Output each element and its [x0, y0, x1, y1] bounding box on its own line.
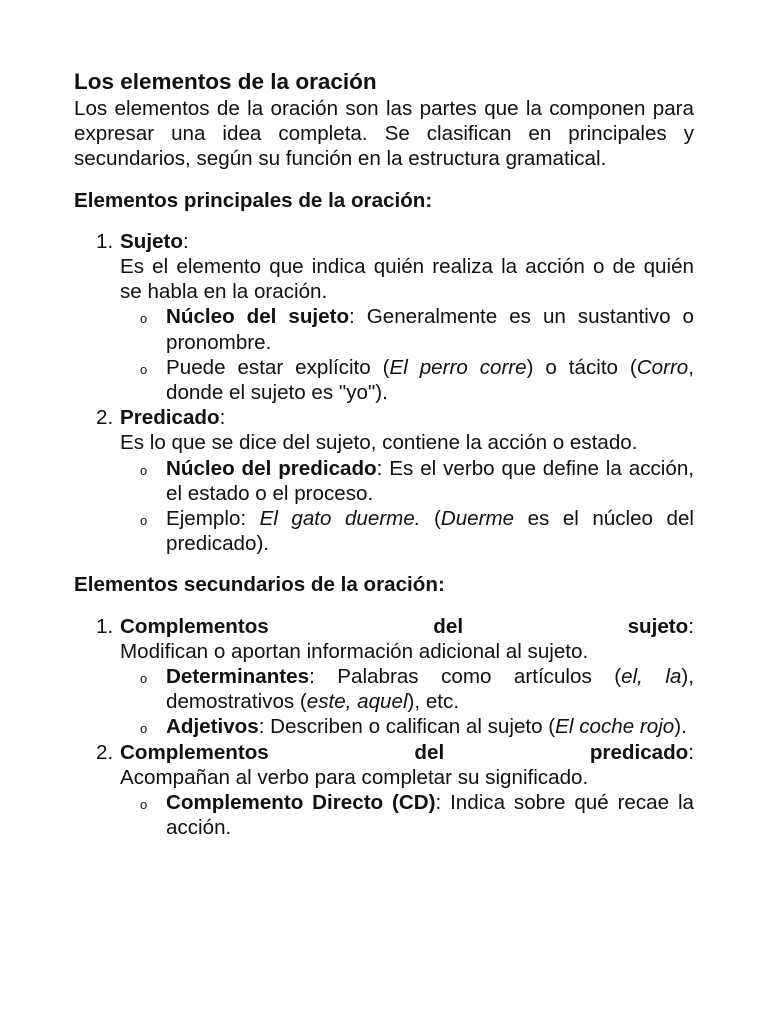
item-number: 2.: [96, 406, 114, 430]
item-heading: [120, 405, 694, 430]
sub-item-term: Adjetivos: [166, 715, 259, 739]
item-description: Acompañan al verbo para completar su significado.: [120, 765, 589, 789]
item-number: 1.: [96, 614, 114, 638]
sub-item-example: El perro corre: [389, 355, 527, 379]
sub-list: [120, 304, 694, 405]
sub-item-text: Puede estar explícito (: [166, 355, 390, 379]
sub-item-text: (: [420, 507, 441, 531]
document-title: Los elementos de la oración: [74, 69, 377, 94]
sub-item-text: ).: [674, 715, 687, 739]
sub-item-example: Duerme: [440, 507, 515, 531]
sub-item: [120, 355, 694, 405]
bullet-icon: o: [140, 797, 148, 813]
sub-item: [120, 714, 694, 739]
list-item-complementos-predicado: [74, 740, 694, 841]
item-term: Sujeto: [120, 229, 183, 253]
sub-item-example: Corro: [636, 355, 689, 379]
sub-list: [120, 456, 694, 557]
sub-item-term: Núcleo del predicado: [166, 456, 377, 480]
secondary-heading: Elementos secundarios de la oración:: [74, 573, 445, 597]
item-number: 2.: [96, 740, 114, 764]
sub-item-text: Ejemplo:: [166, 507, 260, 531]
item-description: Es lo que se dice del sujeto, contiene la acción o estado.: [120, 431, 638, 455]
sub-item-example: el, la: [621, 665, 682, 689]
sub-item-text: : Generalmente es un sustantivo o pronombre.: [166, 305, 694, 354]
bullet-icon: o: [140, 721, 148, 737]
bullet-icon: o: [140, 671, 148, 687]
bullet-icon: o: [140, 462, 148, 478]
sub-item-example: este, aquel: [306, 690, 408, 714]
sub-list: [120, 664, 694, 740]
sub-item-text: ), etc.: [407, 690, 460, 714]
item-term-word: Complementos: [120, 740, 269, 764]
sub-item-term: Núcleo del sujeto: [166, 305, 350, 329]
sub-item-text: ) o tácito (: [526, 355, 637, 379]
list-item-sujeto: [74, 229, 694, 405]
item-term-word: del: [414, 740, 445, 764]
sub-item-text: : Indica sobre qué recae la acción.: [166, 791, 694, 840]
list-item-complementos-sujeto: [74, 614, 694, 740]
bullet-icon: o: [140, 513, 148, 529]
sub-item-term: Determinantes: [166, 665, 310, 689]
item-term-word: sujeto: [627, 614, 689, 638]
list-item-predicado: [74, 405, 694, 556]
sub-item: [120, 790, 694, 840]
sub-item-text: : Describen o califican al sujeto (: [258, 715, 556, 739]
sub-item-text: : Es el verbo que define la acción, el estado o el proceso.: [166, 456, 694, 505]
item-colon: :: [219, 406, 226, 430]
sub-list: [120, 790, 694, 840]
item-colon: :: [688, 740, 694, 764]
sub-item: [120, 304, 694, 354]
sub-item-text: es el núcleo del predicado).: [166, 507, 694, 556]
sub-item-term: Complemento Directo (CD): [166, 791, 436, 815]
sub-item-text: : Palabras como artículos (: [309, 665, 622, 689]
item-description: Modifican o aportan información adicional al sujeto.: [120, 639, 589, 663]
sub-item-example: El coche rojo: [555, 715, 675, 739]
item-term-word: del: [433, 614, 464, 638]
item-heading: [120, 740, 694, 765]
item-heading: [120, 229, 694, 254]
item-term: Predicado: [120, 406, 220, 430]
bullet-icon: o: [140, 311, 148, 327]
sub-item: [120, 506, 694, 556]
item-colon: :: [688, 614, 694, 638]
item-description: Es el elemento que indica quién realiza la acción o de quién se habla en la oración.: [120, 255, 694, 304]
sub-item: [120, 456, 694, 506]
sub-item-text: , donde el sujeto es "yo").: [166, 355, 694, 405]
item-term-word: Complementos: [120, 614, 269, 638]
bullet-icon: o: [140, 361, 148, 377]
item-heading: [120, 614, 694, 639]
sub-item-text: ), demostrativos (: [166, 665, 694, 714]
item-number: 1.: [96, 229, 114, 253]
sub-item-example: El gato duerme.: [259, 507, 421, 531]
sub-item: [120, 664, 694, 714]
item-term-word: predicado: [589, 740, 689, 764]
intro-paragraph: Los elementos de la oración son las partes que la componen para expresar una idea completa. Se clasifican en principales y secundarios, según su función en la estructura gramatical.: [74, 97, 694, 171]
item-colon: :: [182, 229, 189, 253]
principal-list: [74, 229, 694, 557]
principal-heading: Elementos principales de la oración:: [74, 188, 433, 212]
document-page: [74, 68, 694, 840]
secondary-list: [74, 614, 694, 841]
